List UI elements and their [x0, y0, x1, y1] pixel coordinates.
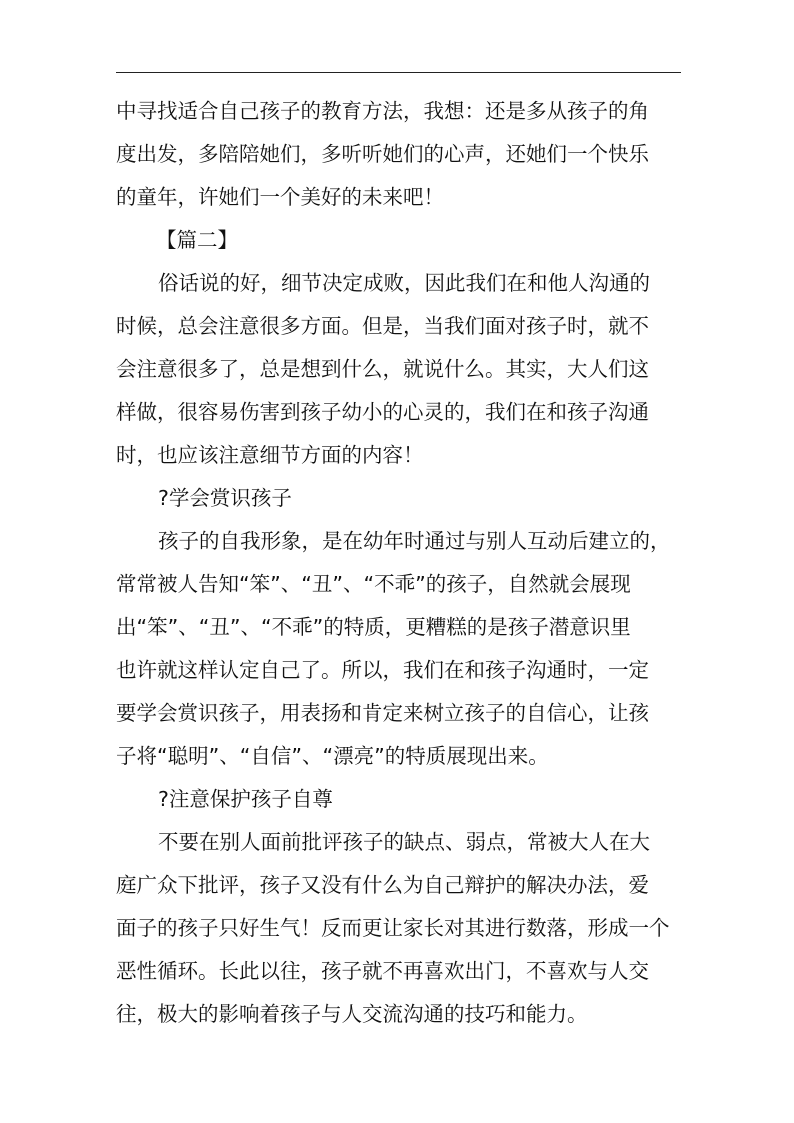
text-line: 的童年，许她们一个美好的未来吧！: [116, 185, 444, 209]
section-heading: 【篇二】: [156, 228, 238, 252]
text-line: 时候，总会注意很多方面。但是，当我们面对孩子时，就不: [116, 314, 649, 338]
text-line: 面子的孩子只好生气！反而更让家长对其进行数落，形成一个: [116, 916, 670, 940]
text-line: 度出发，多陪陪她们，多听听她们的心声，还她们一个快乐: [116, 142, 649, 166]
text-line: 会注意很多了，总是想到什么，就说什么。其实，大人们这: [116, 357, 649, 381]
text-line: 恶性循环。长此以往，孩子就不再喜欢出门，不喜欢与人交: [116, 959, 649, 983]
text-line: 要学会赏识孩子，用表扬和肯定来树立孩子的自信心，让孩: [116, 701, 649, 725]
text-line: 也许就这样认定自己了。所以，我们在和孩子沟通时，一定: [116, 658, 649, 682]
text-line: 不要在别人面前批评孩子的缺点、弱点，常被大人在大: [158, 830, 650, 854]
text-line: 子将“聪明”、“自信”、“漂亮”的特质展现出来。: [116, 744, 549, 768]
header-rule: [116, 72, 681, 73]
subsection-heading: ?注意保护孩子自尊: [158, 787, 333, 811]
body-text: [116, 90, 688, 1036]
text-line: 俗话说的好，细节决定成败，因此我们在和他人沟通的: [158, 271, 650, 295]
subsection-heading: ?学会赏识孩子: [158, 486, 292, 510]
text-line: 往，极大的影响着孩子与人交流沟通的技巧和能力。: [116, 1002, 588, 1026]
text-line: 时，也应该注意细节方面的内容！: [116, 443, 424, 467]
text-line: 出“笨”、“丑”、“不乖”的特质，更糟糕的是孩子潜意识里: [116, 615, 631, 639]
text-line: 样做，很容易伤害到孩子幼小的心灵的，我们在和孩子沟通: [116, 400, 649, 424]
text-line: 庭广众下批评，孩子又没有什么为自己辩护的解决办法，爱: [116, 873, 649, 897]
text-line: 常常被人告知“笨”、“丑”、“不乖”的孩子，自然就会展现: [116, 572, 631, 596]
text-line: 中寻找适合自己孩子的教育方法，我想：还是多从孩子的角: [116, 99, 649, 123]
text-line: 孩子的自我形象，是在幼年时通过与别人互动后建立的，: [158, 529, 671, 553]
